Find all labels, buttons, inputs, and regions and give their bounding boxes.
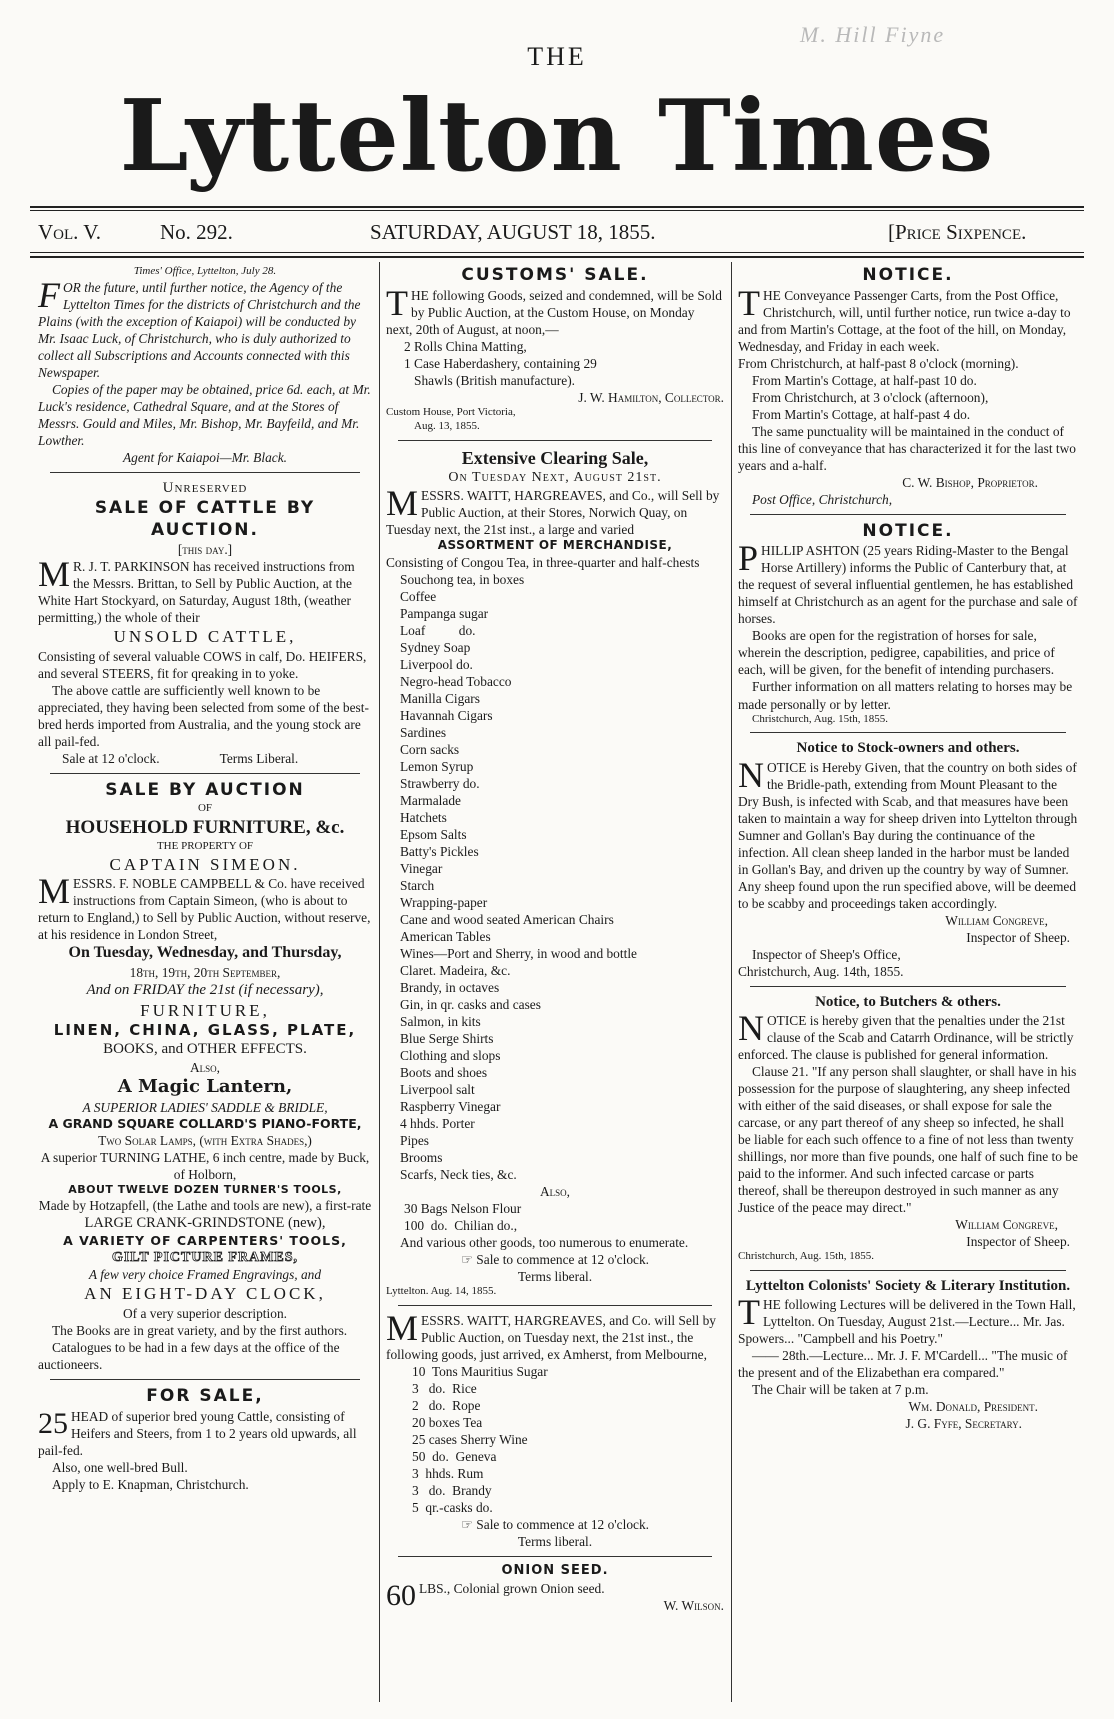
forsale-body: 25 HEAD of superior bred young Cattle, consisting of Heifers and Steers, from 1 to 2 years old upwards, all pail-fed. bbox=[38, 1406, 357, 1458]
clearing-item: Batty's Pickles bbox=[400, 843, 479, 859]
clearing-various: And various other goods, too numerous to enumerate. bbox=[400, 1235, 689, 1251]
notice1-title: NOTICE. bbox=[862, 265, 954, 285]
furniture-grind: LARGE CRANK-GRINDSTONE (new), bbox=[84, 1215, 326, 1232]
butchers-notice bbox=[738, 993, 1078, 1264]
clearing-item: Liverpool salt bbox=[400, 1082, 475, 1098]
clearing-item: Coffee bbox=[400, 588, 437, 604]
amherst-commence: ☞ Sale to commence at 12 o'clock. bbox=[460, 1517, 650, 1533]
furniture-dates: 18th, 19th, 20th September, bbox=[129, 964, 281, 980]
clearing-item: Brandy, in octaves bbox=[400, 979, 500, 995]
furniture-lathe: A superior TURNING LATHE, 6 inch centre, made by Buck, of Holborn, bbox=[40, 1150, 370, 1183]
clearing-item: Sardines bbox=[400, 724, 447, 740]
clearing-item: Negro-head Tobacco bbox=[400, 673, 512, 689]
amherst-item: 20 boxes Tea bbox=[412, 1415, 483, 1431]
notice1-time: From Christchurch, at 3 o'clock (afternoon), bbox=[752, 389, 989, 405]
stock-signature: William Congreve, bbox=[945, 912, 1048, 928]
clearing-item: Pampanga sugar bbox=[400, 605, 489, 621]
amherst-item: 25 cases Sherry Wine bbox=[412, 1432, 528, 1448]
clearing-item: Clothing and slops bbox=[400, 1047, 501, 1063]
agency-agent: Agent for Kaiapoi—Mr. Black. bbox=[122, 450, 288, 466]
forsale-title: FOR SALE, bbox=[146, 1385, 264, 1406]
clearing-item: Salmon, in kits bbox=[400, 1013, 481, 1029]
butchers-body: NOTICE is hereby given that the penalties under the 21st clause of the Scab and Catarrh Ordinance, will be strictly enforced. The clause is published for general information. bbox=[738, 1007, 1074, 1062]
amherst-terms: Terms liberal. bbox=[517, 1534, 593, 1550]
separator bbox=[50, 1379, 360, 1380]
furniture-saddle: A SUPERIOR LADIES' SADDLE & BRIDLE, bbox=[82, 1100, 328, 1116]
furniture-days: On Tuesday, Wednesday, and Thursday, bbox=[68, 944, 342, 962]
masthead-rule-thin bbox=[30, 210, 1084, 211]
furniture-captain: CAPTAIN SIMEON. bbox=[109, 854, 301, 874]
column-middle bbox=[386, 265, 724, 1614]
clearing-item: Claret. Madeira, &c. bbox=[400, 962, 511, 978]
society-title: Lyttelton Colonists' Society & Literary Institution. bbox=[745, 1277, 1071, 1294]
furniture-clock: AN EIGHT-DAY CLOCK, bbox=[84, 1284, 326, 1304]
customs-item: 1 Case Haberdashery, containing 29 bbox=[404, 355, 597, 371]
agency-copies: Copies of the paper may be obtained, price 6d. each, at Mr. Luck's residence, Cathedral Square, and at the Stores of Messrs. Gould and Miles, Mr. Bishop, Mr. Bayfeild, and Mr. Lowther. bbox=[38, 382, 371, 449]
clearing-also: Also, bbox=[539, 1184, 571, 1200]
butchers-title: Notice, to Butchers & others. bbox=[815, 993, 1001, 1010]
customs-date: Aug. 13, 1855. bbox=[414, 419, 480, 432]
furniture-head: HOUSEHOLD FURNITURE, &c. bbox=[65, 816, 345, 838]
column-left bbox=[38, 265, 372, 1493]
customs-sale bbox=[386, 265, 724, 434]
furniture-booksnote: The Books are in great variety, and by the first authors. bbox=[52, 1322, 348, 1338]
cattle-note: The above cattle are sufficiently well known to be appreciated, they having been selected from some of the best-bred herds imported from Australia, and the young stock are all pail-fed. bbox=[38, 683, 369, 750]
notice1-time: From Martin's Cottage, at half-past 4 do. bbox=[752, 406, 971, 422]
society-chair: The Chair will be taken at 7 p.m. bbox=[752, 1382, 929, 1398]
customs-title: CUSTOMS' SALE. bbox=[461, 265, 649, 285]
agency-notice bbox=[38, 265, 372, 466]
furniture-tools: ABOUT TWELVE DOZEN TURNER'S TOOLS, bbox=[68, 1183, 342, 1197]
furniture-furn: FURNITURE, bbox=[140, 1000, 270, 1020]
clearing-item: Vinegar bbox=[400, 860, 443, 876]
customs-item: Shawls (British manufacture). bbox=[414, 372, 576, 388]
clearing-body: MESSRS. WAITT, HARGREAVES, and Co., will Sell by Public Auction, at their Stores, Norwich Quay, on Tuesday next, the 21st inst., a large and varied bbox=[386, 483, 720, 538]
separator bbox=[50, 773, 360, 774]
clearing-date: Lyttelton. Aug. 14, 1855. bbox=[386, 1285, 497, 1298]
butchers-clause: Clause 21. "If any person shall slaughter, or shall have in his possession for the purpose of slaughtering, any sheep infected with either of the said diseases, or shall expose for sale the carcase, or any part thereof of any sheep so infected, he shall be liable for each such offence to a fine of not less than twenty shillings, nor more than five pounds, one half of such fine to be paid to the informer. And such infected carcase or parts thereof, shall be thereupon destroyed in such manner as any Justice of the peace may direct." bbox=[738, 1063, 1078, 1215]
onion-seed bbox=[386, 1563, 724, 1614]
clearing-flour: 30 Bags Nelson Flour bbox=[404, 1201, 522, 1217]
notice2-title: NOTICE. bbox=[862, 520, 954, 541]
amherst-item: 2 do. Rope bbox=[412, 1398, 481, 1414]
cattle-sub: [this day.] bbox=[177, 542, 233, 558]
butchers-date: Christchurch, Aug. 15th, 1855. bbox=[738, 1250, 874, 1262]
furniture-engr: A few very choice Framed Engravings, and bbox=[88, 1267, 322, 1283]
notice1-time: From Martin's Cottage, at half-past 10 do. bbox=[752, 372, 977, 388]
society-president: Wm. Donald, President. bbox=[908, 1399, 1038, 1415]
stock-date: Christchurch, Aug. 14th, 1855. bbox=[738, 963, 904, 979]
separator bbox=[398, 440, 712, 441]
cattle-sale-line: Sale at 12 o'clock. Terms Liberal. bbox=[62, 751, 299, 767]
notice2-books: Books are open for the registration of horses for sale, wherein the description, pedigree, capabilities, and price of each, will be given, for the benefit of intending purchasers. bbox=[738, 628, 1055, 678]
clearing-item: Liverpool do. bbox=[400, 656, 473, 672]
butchers-role: Inspector of Sheep. bbox=[966, 1233, 1070, 1249]
column-divider bbox=[731, 262, 732, 1702]
clearing-item: Sydney Soap bbox=[400, 639, 471, 655]
amherst-body: MESSRS. WAITT, HARGREAVES, and Co. will Sell by Public Auction, on Tuesday next, the 21st inst., the following goods, just arrived, ex Amherst, from Melbourne, bbox=[386, 1308, 717, 1363]
furniture-prop: THE PROPERTY OF bbox=[156, 839, 254, 852]
furniture-cat: Catalogues to be had in a few days at the office of the auctioneers. bbox=[38, 1339, 340, 1372]
price: [Price Sixpence. bbox=[888, 220, 1027, 244]
furniture-lamps: Two Solar Lamps, (with Extra Shades,) bbox=[98, 1133, 312, 1149]
separator bbox=[50, 472, 360, 473]
furniture-made: Made by Hotzapfell, (the Lathe and tools are new), a first-rate bbox=[38, 1198, 372, 1214]
clearing-flour: 100 do. Chilian do., bbox=[404, 1218, 518, 1234]
amherst-items bbox=[386, 1363, 724, 1516]
clearing-item: Souchong tea, in boxes bbox=[400, 571, 525, 587]
clearing-items bbox=[386, 571, 724, 1184]
masthead-the: THE bbox=[527, 42, 587, 71]
furniture-friday: And on FRIDAY the 21st (if necessary), bbox=[86, 981, 324, 998]
dateline bbox=[30, 220, 1084, 248]
clearing-item: Blue Serge Shirts bbox=[400, 1030, 494, 1046]
clearing-item: Epsom Salts bbox=[400, 826, 467, 842]
clearing-item: Scarfs, Neck ties, &c. bbox=[400, 1167, 517, 1183]
clearing-item: Gin, in qr. casks and cases bbox=[400, 996, 541, 1012]
society-second: —— 28th.—Lecture... Mr. J. F. M'Cardell... "The music of the present and of the Elizabethan era compared." bbox=[738, 1348, 1068, 1381]
clearing-title: Extensive Clearing Sale, bbox=[461, 447, 649, 468]
separator bbox=[750, 986, 1066, 987]
customs-item: 2 Rolls China Matting, bbox=[404, 338, 527, 354]
separator bbox=[750, 514, 1066, 515]
furniture-also: Also, bbox=[189, 1060, 221, 1076]
furniture-books: BOOKS, and OTHER EFFECTS. bbox=[103, 1041, 307, 1058]
separator bbox=[398, 1305, 712, 1306]
furniture-title: SALE BY AUCTION bbox=[105, 780, 305, 801]
clearing-item: Manilla Cigars bbox=[400, 690, 480, 706]
clearing-item: American Tables bbox=[400, 928, 491, 944]
clearing-item: Lemon Syrup bbox=[400, 758, 474, 774]
issue-number: No. 292. bbox=[160, 220, 233, 244]
notice1-body: THE Conveyance Passenger Carts, from the Post Office, Christchurch, will, until further notice, run twice a-day to and from Martin's Cottage, at the foot of the hill, on Monday, Wednesday, and Friday in each week. bbox=[738, 282, 1071, 354]
stockowners-notice bbox=[738, 739, 1078, 979]
amherst-item: 3 do. Brandy bbox=[412, 1483, 492, 1499]
stock-role: Inspector of Sheep. bbox=[966, 929, 1070, 945]
clearing-item: Wrapping-paper bbox=[400, 894, 488, 910]
masthead-rule bbox=[30, 206, 1084, 208]
clearing-sub: On Tuesday Next, August 21st. bbox=[448, 470, 662, 486]
society-secretary: J. G. Fyfe, Secretary. bbox=[905, 1416, 1022, 1432]
clearing-item: Pipes bbox=[400, 1133, 430, 1149]
notice2-further: Further information on all matters relating to horses may be made personally or by letter. bbox=[738, 679, 1073, 712]
customs-from: Custom House, Port Victoria, bbox=[386, 405, 516, 418]
cattle-unsold: UNSOLD CATTLE, bbox=[113, 627, 297, 647]
issue-date: SATURDAY, AUGUST 18, 1855. bbox=[370, 220, 656, 244]
clearing-assort: ASSORTMENT OF MERCHANDISE, bbox=[437, 538, 673, 553]
furniture-clocksub: Of a very superior description. bbox=[123, 1305, 287, 1321]
notice1-signature: C. W. Bishop, Proprietor. bbox=[902, 474, 1038, 490]
clearing-item: Havannah Cigars bbox=[400, 707, 493, 723]
dateline-rule bbox=[30, 252, 1084, 253]
for-sale bbox=[38, 1386, 372, 1493]
furniture-auction bbox=[38, 780, 372, 1373]
stock-body: NOTICE is Hereby Given, that the country on both sides of the Bridle-path, extending from Mount Pleasant to the Dry Bush, is infected with Scab, and that measures have been taken to maintain a way for sheep driven into Lyttelton through Sumner and Gollan's Bay during the continuance of the infection. All clean sheep landed in the harbor must be landed in Gollan's Bay, and driven up the country by way of Sumner. Any sheep found upon the run specified above, will be deemed to be scabby and proceedings taken accordingly. bbox=[738, 754, 1078, 911]
dateline-rule-thick bbox=[30, 256, 1084, 258]
separator bbox=[750, 1270, 1066, 1271]
stock-role2: Inspector of Sheep's Office, bbox=[752, 946, 901, 962]
clearing-item: Hatchets bbox=[400, 809, 447, 825]
forsale-also: Also, one well-bred Bull. bbox=[52, 1459, 188, 1475]
customs-signature: J. W. Hamilton, Collector. bbox=[578, 389, 724, 405]
amherst-item: 10 Tons Mauritius Sugar bbox=[412, 1364, 548, 1380]
society-notice bbox=[738, 1277, 1078, 1432]
stock-title: Notice to Stock-owners and others. bbox=[796, 740, 1020, 757]
clearing-item: Corn sacks bbox=[400, 741, 460, 757]
clearing-item: Wines—Port and Sherry, in wood and bottle bbox=[400, 945, 637, 961]
clearing-commence: ☞ Sale to commence at 12 o'clock. bbox=[460, 1252, 650, 1268]
cattle-auction bbox=[38, 479, 372, 767]
clearing-item: Brooms bbox=[400, 1150, 443, 1166]
volume: Vol. V. bbox=[38, 220, 101, 244]
forsale-apply: Apply to E. Knapman, Christchurch. bbox=[52, 1476, 249, 1492]
amherst-item: 5 qr.-casks do. bbox=[412, 1500, 493, 1516]
society-body: THE following Lectures will be delivered in the Town Hall, Lyttelton. On Tuesday, August 21st.—Lecture... Mr. Jas. Spowers... "Campbell and his Poetry." bbox=[738, 1292, 1076, 1347]
furniture-body: MESSRS. F. NOBLE CAMPBELL & Co. have received instructions from Captain Simeon, (who is about to return to England,) to Sell by Public Auction, without reserve, at his residence in London Street, bbox=[38, 871, 371, 943]
separator bbox=[750, 732, 1066, 733]
agency-body: FOR the future, until further notice, the Agency of the Lyttelton Times for the districts of Christchurch and the Plains (with the exception of Kaiapoi) will be conducted by Mr. Isaac Luck, of Christchurch, who is duly authorized to collect all Subscriptions and Accounts connected with this Newspaper. bbox=[38, 274, 361, 381]
butchers-signature: William Congreve, bbox=[955, 1216, 1058, 1232]
carts-notice bbox=[738, 265, 1078, 508]
onion-title: ONION SEED. bbox=[501, 1563, 609, 1579]
column-divider bbox=[379, 262, 380, 1702]
furniture-piano: A GRAND SQUARE COLLARD'S PIANO-FORTE, bbox=[48, 1116, 362, 1132]
horses-notice bbox=[738, 521, 1078, 727]
clearing-item: Marmalade bbox=[400, 792, 461, 808]
notice2-date: Christchurch, Aug. 15th, 1855. bbox=[752, 712, 888, 725]
notice2-body: PHILLIP ASHTON (25 years Riding-Master to the Bengal Horse Artillery) informs the Public of Canterbury that, at the request of several influential gentlemen, he has established himself at Christchurch as an agent for the purchase and sale of horses. bbox=[738, 538, 1078, 627]
notice1-punct: The same punctuality will be maintained in the conduct of this line of conveyance that has characterized it for the last two years and a-half. bbox=[738, 423, 1076, 473]
onion-signature: W. Wilson. bbox=[663, 1597, 724, 1613]
cattle-body: M R. J. T. PARKINSON has received instructions from the Messrs. Brittan, to Sell by Public Auction, at the White Hart Stockyard, on Saturday, August 18th, (weather permitting,) the whole of their bbox=[38, 554, 355, 626]
clearing-item: Strawberry do. bbox=[400, 775, 480, 791]
amherst-item: 3 hhds. Rum bbox=[412, 1466, 484, 1482]
cattle-items: Consisting of several valuable COWS in calf, Do. HEIFERS, and several STEERS, fit for qreaking in to yoke. bbox=[38, 649, 367, 682]
furniture-linen: LINEN, CHINA, GLASS, PLATE, bbox=[53, 1021, 357, 1040]
amherst-sale bbox=[386, 1308, 724, 1550]
clearing-item: Raspberry Vinegar bbox=[400, 1099, 501, 1115]
furniture-lantern: A Magic Lantern, bbox=[117, 1076, 293, 1098]
handwritten-signature: M. Hill Fiyne bbox=[800, 22, 946, 47]
furniture-carp: A VARIETY OF CARPENTERS' TOOLS, bbox=[63, 1232, 347, 1248]
amherst-item: 50 do. Geneva bbox=[412, 1449, 497, 1465]
clearing-sale bbox=[386, 447, 724, 1300]
customs-body: THE following Goods, seized and condemned, will be Sold by Public Auction, at the Custom House, on Monday next, 20th of August, at noon,— bbox=[386, 282, 722, 337]
onion-body: 60 LBS., Colonial grown Onion seed. bbox=[386, 1578, 605, 1612]
furniture-gilt: GILT PICTURE FRAMES, bbox=[111, 1249, 299, 1265]
notice1-time: From Christchurch, at half-past 8 o'clock (morning). bbox=[738, 355, 1019, 371]
cattle-title: SALE OF CATTLE BY AUCTION. bbox=[94, 498, 316, 540]
clearing-item: Starch bbox=[400, 877, 435, 893]
notice1-place: Post Office, Christchurch, bbox=[752, 491, 893, 507]
amherst-item: 3 do. Rice bbox=[412, 1381, 477, 1397]
clearing-item: Cane and wood seated American Chairs bbox=[400, 911, 614, 927]
clearing-item: 4 hhds. Porter bbox=[400, 1116, 475, 1132]
furniture-of: OF bbox=[197, 801, 213, 814]
cattle-pre: Unreserved bbox=[162, 480, 248, 497]
clearing-item: Boots and shoes bbox=[400, 1065, 488, 1080]
clearing-item: Loaf do. bbox=[400, 622, 476, 638]
separator bbox=[398, 1556, 712, 1557]
masthead-title: Lyttelton Times bbox=[119, 79, 995, 194]
column-right bbox=[738, 265, 1078, 1432]
clearing-terms: Terms liberal. bbox=[517, 1269, 593, 1285]
agency-dateline: Times' Office, Lyttelton, July 28. bbox=[133, 265, 277, 277]
clearing-cons: Consisting of Congou Tea, in three-quarter and half-chests bbox=[386, 554, 700, 570]
